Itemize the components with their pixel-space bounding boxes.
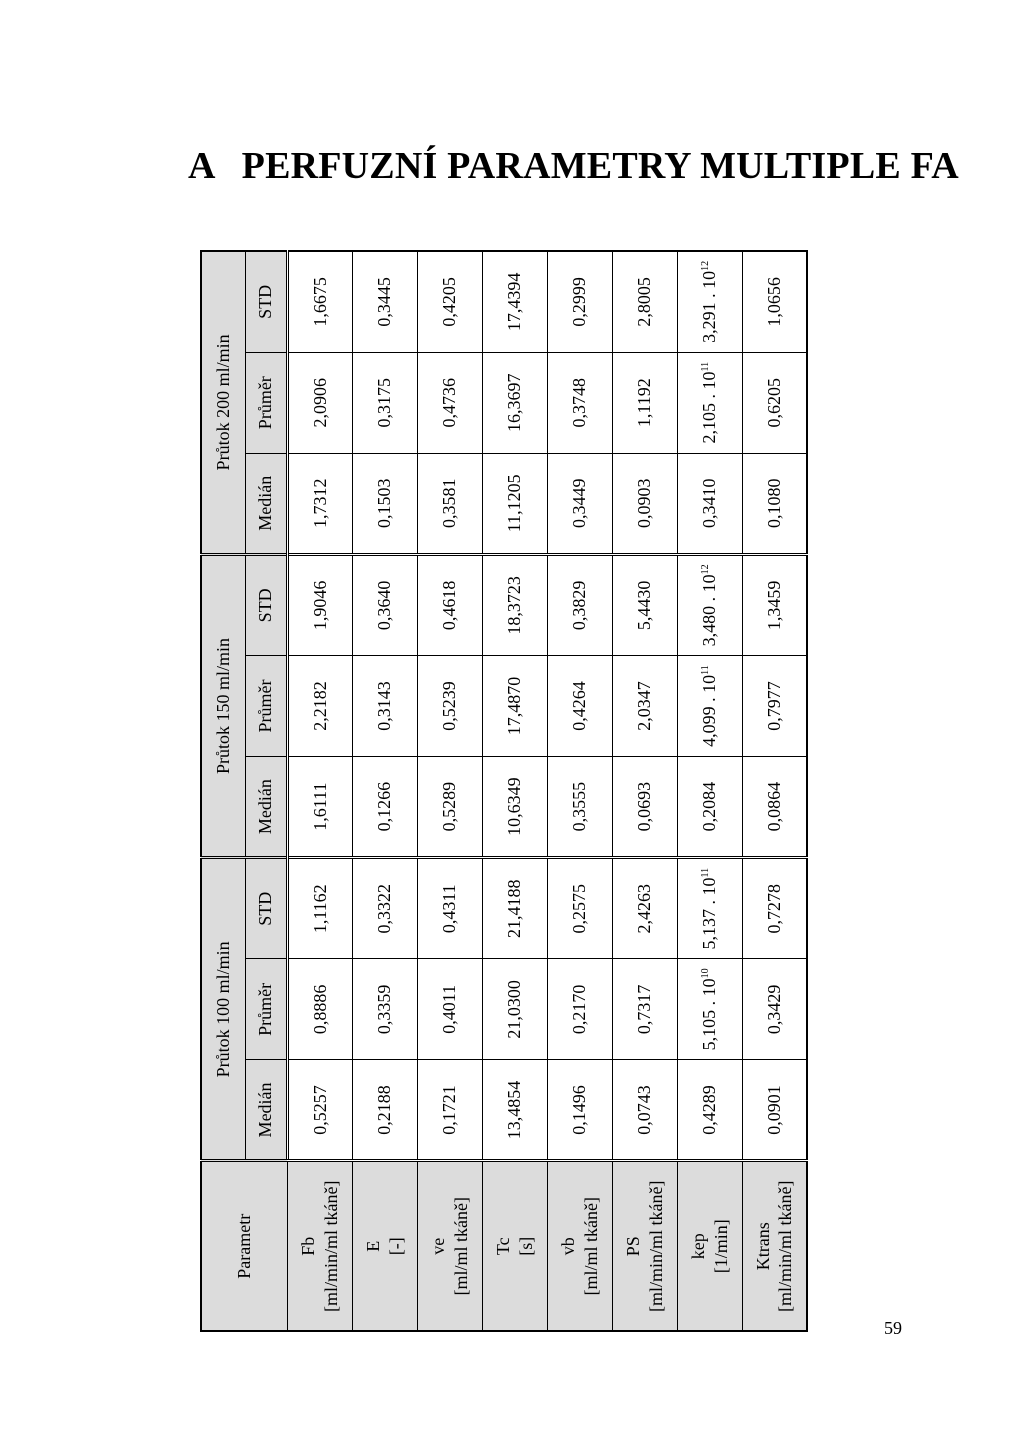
table-row — [742, 251, 807, 1331]
value-cell — [677, 554, 742, 655]
value-exponent: 12 — [700, 260, 711, 271]
value-cell — [677, 352, 742, 453]
value-text: 5,105 . 10 — [699, 978, 719, 1051]
value-text: 0,6205 — [763, 377, 784, 428]
parameter-cell — [482, 1161, 547, 1331]
value-cell — [742, 858, 807, 959]
value-text: 0,5239 — [439, 681, 459, 731]
parameter-unit: [ml/ml tkáně] — [450, 1197, 471, 1296]
value-text: 17,4870 — [504, 676, 524, 736]
value-text: 0,3640 — [374, 580, 394, 631]
value-cell — [482, 251, 547, 352]
value-cell — [482, 1060, 547, 1161]
value-text: 1,3459 — [763, 580, 784, 631]
value-text: 0,3829 — [569, 580, 589, 631]
value-cell — [612, 352, 677, 453]
table-row — [612, 251, 677, 1331]
value-cell — [547, 858, 612, 959]
mean-header: Průměr — [245, 959, 287, 1060]
value-text: 0,3359 — [374, 984, 394, 1035]
value-text: 3,291 . 10 — [699, 270, 719, 343]
table-row — [287, 251, 352, 1331]
value-cell — [417, 757, 482, 858]
value-cell — [287, 1060, 352, 1161]
value-text: 1,0656 — [763, 277, 784, 327]
value-text: 0,0864 — [763, 781, 784, 832]
flow-100-header: Průtok 100 ml/min — [201, 858, 245, 1161]
parameter-cell — [287, 1161, 352, 1331]
value-text: 0,0903 — [634, 478, 654, 529]
value-cell — [612, 858, 677, 959]
parameter-cell — [612, 1161, 677, 1331]
value-cell — [742, 251, 807, 352]
table-row — [417, 251, 482, 1331]
value-text: 0,3748 — [569, 377, 589, 428]
value-cell — [742, 1060, 807, 1161]
parameter-unit: [ml/ml tkáně] — [580, 1197, 601, 1296]
value-cell — [547, 251, 612, 352]
value-text: 3,480 . 10 — [699, 574, 719, 647]
value-cell — [612, 1060, 677, 1161]
value-cell — [287, 453, 352, 554]
value-text: 0,0743 — [634, 1085, 654, 1135]
value-cell — [287, 959, 352, 1060]
value-text: 0,2999 — [569, 277, 589, 327]
value-text: 0,3581 — [439, 478, 459, 529]
value-cell — [742, 554, 807, 655]
value-cell — [352, 352, 417, 453]
value-cell — [547, 453, 612, 554]
value-cell — [677, 757, 742, 858]
value-cell — [287, 757, 352, 858]
value-cell — [612, 757, 677, 858]
value-text: 5,137 . 10 — [699, 877, 719, 950]
table-body — [287, 251, 807, 1331]
value-text: 1,6111 — [309, 782, 330, 831]
value-cell — [612, 251, 677, 352]
value-cell — [677, 959, 742, 1060]
value-text: 2,8005 — [634, 277, 654, 327]
value-text: 1,9046 — [309, 580, 330, 631]
value-cell — [742, 352, 807, 453]
value-text: 0,4618 — [439, 580, 459, 631]
value-cell — [677, 858, 742, 959]
value-cell — [352, 251, 417, 352]
value-text: 0,3410 — [699, 478, 719, 529]
value-text: 0,3555 — [569, 781, 589, 832]
value-cell — [612, 453, 677, 554]
value-text: 0,0901 — [763, 1085, 784, 1135]
value-cell — [547, 959, 612, 1060]
value-text: 18,3723 — [504, 576, 524, 635]
value-text: 0,4289 — [699, 1085, 719, 1135]
table-row — [677, 251, 742, 1331]
value-cell — [482, 352, 547, 453]
value-text: 0,7317 — [634, 984, 654, 1035]
flow-150-header: Průtok 150 ml/min — [201, 554, 245, 857]
value-text: 0,4311 — [439, 884, 459, 934]
parameter-unit: [s] — [515, 1236, 536, 1256]
value-text: 10,6349 — [504, 777, 524, 836]
value-text: 0,1503 — [374, 478, 394, 529]
parameter-unit: [ml/min/ml tkáně] — [320, 1180, 341, 1312]
value-cell — [417, 251, 482, 352]
value-cell — [482, 959, 547, 1060]
value-cell — [547, 655, 612, 756]
value-text: 0,0693 — [634, 781, 654, 832]
value-text: 1,1192 — [634, 378, 654, 428]
parameter-cell — [547, 1161, 612, 1331]
value-cell — [677, 453, 742, 554]
page-number: 59 — [884, 1318, 902, 1338]
value-text: 0,2170 — [569, 984, 589, 1035]
parameter-name: Ktrans — [752, 1222, 773, 1271]
value-text: 13,4854 — [504, 1080, 524, 1140]
value-text: 1,6675 — [309, 277, 330, 327]
value-cell — [417, 352, 482, 453]
value-exponent: 10 — [700, 968, 711, 979]
median-header: Medián — [245, 757, 287, 858]
parameter-unit: [ml/min/ml tkáně] — [775, 1180, 796, 1312]
value-text: 0,5289 — [439, 781, 459, 832]
perfusion-table-container — [200, 250, 806, 1332]
parameter-unit: [ml/min/ml tkáně] — [645, 1180, 666, 1312]
value-text: 0,4011 — [439, 984, 459, 1034]
value-text: 0,8886 — [309, 984, 330, 1035]
parameter-cell — [677, 1161, 742, 1331]
std-header: STD — [245, 858, 287, 959]
value-text: 0,3322 — [374, 883, 394, 934]
value-cell — [612, 554, 677, 655]
parameter-cell — [417, 1161, 482, 1331]
page-title — [188, 144, 959, 188]
value-text: 0,1496 — [569, 1085, 589, 1135]
value-text: 0,3429 — [763, 984, 784, 1035]
parameter-name: ve — [428, 1237, 448, 1255]
value-cell — [352, 757, 417, 858]
parameter-unit: [1/min] — [710, 1219, 731, 1274]
value-text: 0,1266 — [374, 781, 394, 832]
value-cell — [742, 959, 807, 1060]
value-cell — [482, 554, 547, 655]
value-cell — [352, 554, 417, 655]
value-cell — [547, 554, 612, 655]
value-text: 0,2188 — [374, 1085, 394, 1135]
value-text: 17,4394 — [504, 272, 524, 332]
value-text: 0,4264 — [569, 681, 589, 731]
parameter-unit: [-] — [385, 1237, 406, 1256]
value-text: 5,4430 — [634, 580, 654, 631]
value-text: 1,7312 — [309, 478, 330, 529]
value-cell — [677, 655, 742, 756]
parameter-cell — [742, 1161, 807, 1331]
median-header: Medián — [245, 453, 287, 554]
value-text: 0,7977 — [763, 681, 784, 731]
value-cell — [417, 655, 482, 756]
value-cell — [612, 655, 677, 756]
value-text: 2,0906 — [309, 377, 330, 428]
value-cell — [677, 1060, 742, 1161]
value-cell — [742, 453, 807, 554]
value-text: 0,3449 — [569, 478, 589, 529]
std-header: STD — [245, 554, 287, 655]
value-exponent: 11 — [700, 665, 711, 675]
value-text: 16,3697 — [504, 373, 524, 432]
mean-header: Průměr — [245, 352, 287, 453]
value-cell — [352, 1060, 417, 1161]
value-cell — [612, 959, 677, 1060]
perfusion-parameters-table — [200, 250, 808, 1332]
value-text: 2,4263 — [634, 883, 654, 934]
value-text: 4,099 . 10 — [699, 674, 719, 747]
value-text: 0,3175 — [374, 377, 394, 428]
value-cell — [547, 757, 612, 858]
value-cell — [742, 757, 807, 858]
value-cell — [482, 453, 547, 554]
value-cell — [287, 352, 352, 453]
value-cell — [287, 858, 352, 959]
value-text: 0,4205 — [439, 277, 459, 327]
table-row — [352, 251, 417, 1331]
value-cell — [417, 858, 482, 959]
table-row — [547, 251, 612, 1331]
value-cell — [352, 655, 417, 756]
std-header: STD — [245, 251, 287, 352]
value-cell — [417, 453, 482, 554]
flow-200-header: Průtok 200 ml/min — [201, 251, 245, 554]
value-exponent: 11 — [700, 361, 711, 372]
appendix-letter: A — [188, 145, 216, 187]
value-cell — [547, 1060, 612, 1161]
parameter-cell — [352, 1161, 417, 1331]
value-cell — [287, 655, 352, 756]
parameter-name: Fb — [298, 1236, 318, 1256]
parameter-name: Tc — [493, 1237, 513, 1256]
value-cell — [482, 858, 547, 959]
value-cell — [417, 959, 482, 1060]
value-text: 0,1080 — [763, 478, 784, 529]
value-text: 0,7278 — [763, 883, 784, 934]
value-text: 0,4736 — [439, 377, 459, 428]
parameter-name: kep — [688, 1233, 708, 1260]
value-text: 2,0347 — [634, 681, 654, 731]
value-cell — [417, 1060, 482, 1161]
value-exponent: 11 — [700, 867, 711, 878]
median-header: Medián — [245, 1060, 287, 1161]
value-cell — [482, 655, 547, 756]
appendix-title: PERFUZNÍ PARAMETRY MULTIPLE FA — [241, 145, 959, 187]
parameter-header: Parametr — [201, 1161, 287, 1331]
value-cell — [352, 453, 417, 554]
value-cell — [547, 352, 612, 453]
table-row — [482, 251, 547, 1331]
value-text: 0,2575 — [569, 883, 589, 934]
value-text: 1,1162 — [309, 884, 330, 934]
value-cell — [482, 757, 547, 858]
value-cell — [352, 959, 417, 1060]
parameter-name: E — [363, 1240, 383, 1252]
value-text: 21,0300 — [504, 980, 524, 1039]
value-cell — [742, 655, 807, 756]
value-exponent: 12 — [700, 564, 711, 575]
value-text: 0,1721 — [439, 1085, 459, 1135]
value-text: 0,2084 — [699, 781, 719, 832]
value-text: 0,3143 — [374, 681, 394, 731]
value-text: 11,1205 — [504, 474, 524, 533]
value-cell — [417, 554, 482, 655]
value-cell — [677, 251, 742, 352]
value-cell — [287, 554, 352, 655]
value-cell — [287, 251, 352, 352]
parameter-name: PS — [623, 1236, 643, 1257]
parameter-name: vb — [558, 1237, 578, 1256]
value-text: 21,4188 — [504, 879, 524, 938]
mean-header: Průměr — [245, 655, 287, 756]
value-text: 2,2182 — [309, 681, 330, 731]
value-text: 0,3445 — [374, 277, 394, 327]
value-text: 2,105 . 10 — [699, 371, 719, 444]
value-text: 0,5257 — [309, 1085, 330, 1135]
value-cell — [352, 858, 417, 959]
